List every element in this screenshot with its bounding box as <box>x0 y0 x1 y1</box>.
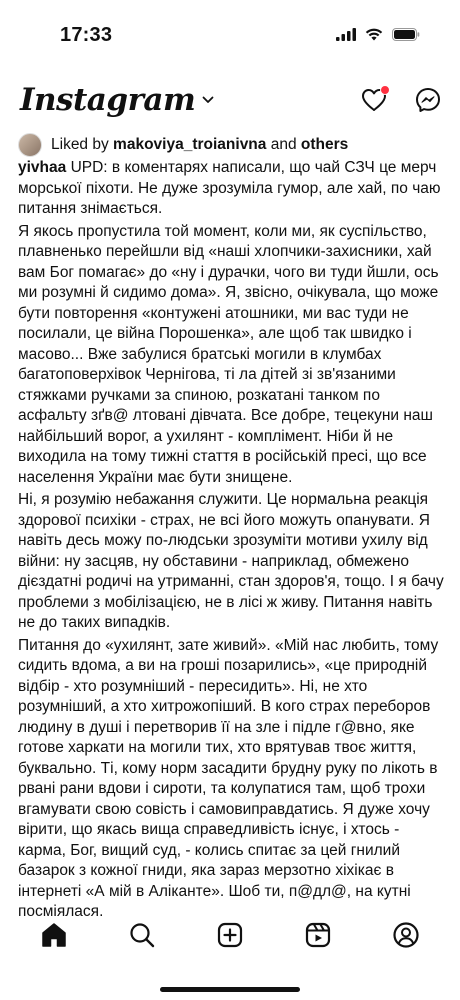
home-indicator <box>160 987 300 992</box>
signal-icon <box>336 28 356 41</box>
tab-reels[interactable] <box>301 918 335 952</box>
chevron-down-icon[interactable] <box>201 93 215 107</box>
create-icon <box>216 921 244 949</box>
search-icon <box>128 921 156 949</box>
logo-switcher[interactable] <box>20 82 215 118</box>
caption-paragraph-1 <box>18 158 446 220</box>
notifications-button[interactable] <box>360 86 388 114</box>
wifi-icon <box>365 28 383 41</box>
liker-username[interactable]: makoviya_troianivna <box>113 136 267 153</box>
status-icons <box>336 28 420 41</box>
header-actions <box>360 86 442 114</box>
tab-create[interactable] <box>213 918 247 952</box>
caption-text-1: UPD: в коментарях написали, що чай СЗЧ це мерч морської піхоти. Не дуже зрозуміла гумор, але хай, по чаю питання знімається. <box>18 159 441 217</box>
tab-profile[interactable] <box>389 918 423 952</box>
liked-prefix: Liked by <box>51 136 109 153</box>
tab-search[interactable] <box>125 918 159 952</box>
liked-connector: and <box>270 136 297 153</box>
caption-paragraph-2: Я якось пропустила той момент, коли ми, як суспільство, плавненько перейшли від «наші хлопчики-захисники, хай вам Бог помагає» до «ну і дурачки, чого ви туди йшли, ось ми розумні й сидимо дома». Я, звісно, очікувала, що може бути повторення «контужені атошники, ми вас туди не посилали, це війна Порошенка», але щоб так швидко і масово... Вже забулися братські могили в клумбах багатоповерхівок Чернігова, ті ла дітей зі зв'язаними стяжками ручками за спиною, розкатані танком по асфальту зґв@ лтовані дівчата. Все добре, тецекуни наш найбільший ворог, а ухилянт - комплімент. Ніби й не виходила на тому тижні стаття в російській пресі, що все населення України має бути знищене. <box>18 222 439 486</box>
status-bar <box>0 0 460 70</box>
battery-icon <box>392 28 420 41</box>
profile-icon <box>392 921 420 949</box>
home-icon <box>40 921 68 949</box>
bottom-tab-bar <box>0 910 460 960</box>
instagram-logo: Instagram <box>20 82 196 118</box>
caption-paragraph-3: Ні, я розумію небажання служити. Це нормальна реакція здорової психіки - страх, не всі його можуть опанувати. Я навіть десь можу по-людськи зрозуміти мотиви ухилу від війни: ну засцяв, ну обставини - наприклад, обмежено дієздатні родичі на утриманні, стан здоров'я, тощо. І я бачу проблеми з мобілізацією, не в лісі ж живу. Питання навіть не до таких випадків. <box>18 491 444 631</box>
reels-icon <box>304 921 332 949</box>
notification-dot <box>380 85 390 95</box>
caption-paragraph-4: Питання до «ухилянт, зате живий». «Мій нас любить, тому сидить вдома, а ви на гроші позарились», «це природній відбір - хто розумніший - пересидить». Ні, не хто розумніший, а хто хитрожопіший. В кого страх переборов людину в душі і перетворив її на зле і підле г@вно, яке готове харкати на могили тих, хто врятував твоє життя, буквально. Ті, кому норм засадити брудну руку по лікоть в рвані рани вдови і сироти, та колупатися там, щоб трохи вгамувати свою совість і самовиправдатись. Я дуже хочу вірити, що якась вища справедливість існує, і хтось - карма, Бог, вищий суд, - колись спитає за цей гнилий базарок з кожної гниди, яка зараз мерзотно хіхікає в інтернеті «А мій в Аліканте». Шоб ти, п@дл@, на кутні посміялася. <box>18 636 439 920</box>
liked-others-link[interactable]: others <box>300 136 349 153</box>
app-header <box>0 76 460 128</box>
post-caption <box>18 158 446 925</box>
messenger-icon <box>415 87 441 113</box>
post-username[interactable]: yivhaa <box>18 159 67 176</box>
liker-avatar[interactable] <box>18 133 42 157</box>
messenger-button[interactable] <box>414 86 442 114</box>
liked-by-row[interactable] <box>18 134 448 156</box>
tab-home[interactable] <box>37 918 71 952</box>
status-time: 17:33 <box>60 24 113 46</box>
